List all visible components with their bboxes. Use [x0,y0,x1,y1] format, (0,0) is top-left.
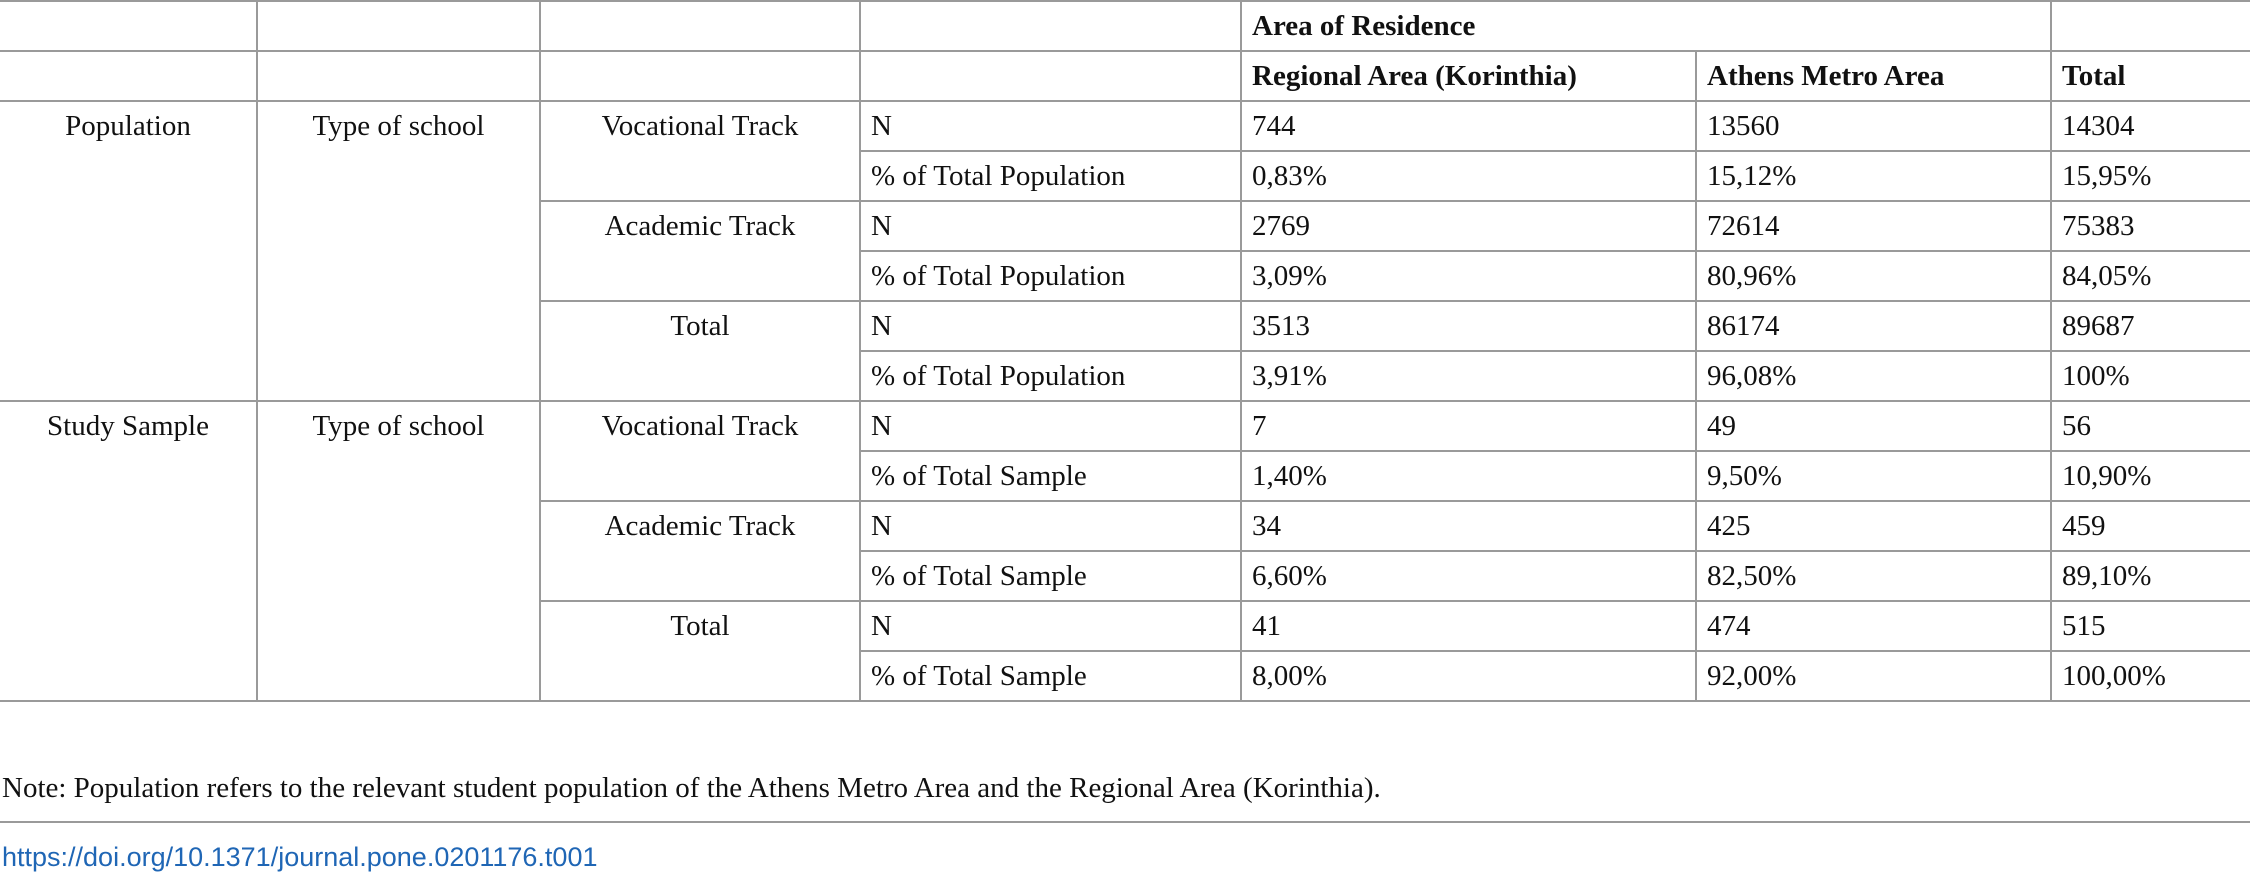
cell-total: 100% [2051,351,2250,401]
cell-athens: 82,50% [1696,551,2051,601]
section-subtitle: Type of school [257,101,540,401]
stat-label: % of Total Population [860,251,1241,301]
cell-regional: 744 [1241,101,1696,151]
header-empty-cell [860,51,1241,101]
cell-total: 75383 [2051,201,2250,251]
cell-regional: 3,91% [1241,351,1696,401]
stat-label: % of Total Sample [860,551,1241,601]
cell-total: 15,95% [2051,151,2250,201]
cell-athens: 15,12% [1696,151,2051,201]
cell-regional: 2769 [1241,201,1696,251]
stat-label: N [860,401,1241,451]
section-subtitle: Type of school [257,401,540,701]
cell-total: 56 [2051,401,2250,451]
header-empty-cell [0,1,257,51]
group-label: Vocational Track [540,401,860,501]
cell-athens: 86174 [1696,301,2051,351]
cell-athens: 96,08% [1696,351,2051,401]
header-empty-cell [0,51,257,101]
header-empty-cell [540,51,860,101]
stat-label: N [860,301,1241,351]
cell-total: 10,90% [2051,451,2250,501]
header-row-columns [0,51,2250,101]
column-header-total: Total [2051,51,2250,101]
doi-link[interactable]: https://doi.org/10.1371/journal.pone.0201176.t001 [2,842,598,872]
cell-regional: 41 [1241,601,1696,651]
stat-label: N [860,601,1241,651]
header-empty-cell [257,51,540,101]
cell-athens: 72614 [1696,201,2051,251]
cell-athens: 80,96% [1696,251,2051,301]
stat-label: N [860,101,1241,151]
column-header-athens: Athens Metro Area [1696,51,2051,101]
cell-athens: 13560 [1696,101,2051,151]
cell-athens: 49 [1696,401,2051,451]
table-body [0,1,2250,701]
cell-total: 84,05% [2051,251,2250,301]
cell-total: 515 [2051,601,2250,651]
header-empty-cell [257,1,540,51]
stat-label: N [860,201,1241,251]
header-empty-cell [2051,1,2250,51]
header-empty-cell [540,1,860,51]
stat-label: % of Total Population [860,351,1241,401]
stat-label: % of Total Population [860,151,1241,201]
cell-total: 89687 [2051,301,2250,351]
cell-athens: 92,00% [1696,651,2051,701]
cell-regional: 3513 [1241,301,1696,351]
cell-regional: 34 [1241,501,1696,551]
header-area-of-residence: Area of Residence [1241,1,2051,51]
cell-regional: 3,09% [1241,251,1696,301]
cell-total: 14304 [2051,101,2250,151]
cell-regional: 6,60% [1241,551,1696,601]
header-empty-cell [860,1,1241,51]
header-row-group [0,1,2250,51]
cell-total: 89,10% [2051,551,2250,601]
cell-athens: 425 [1696,501,2051,551]
group-label: Academic Track [540,501,860,601]
table-note: Note: Population refers to the relevant student population of the Athens Metro Area and the Regional Area (Korinthia). [2,772,1381,804]
group-label: Vocational Track [540,101,860,201]
group-label: Total [540,601,860,701]
group-label: Total [540,301,860,401]
cell-regional: 0,83% [1241,151,1696,201]
table-row [0,101,2250,151]
cell-total: 100,00% [2051,651,2250,701]
section-label: Study Sample [0,401,257,701]
cell-total: 459 [2051,501,2250,551]
cell-regional: 7 [1241,401,1696,451]
stat-label: % of Total Sample [860,451,1241,501]
section-label: Population [0,101,257,401]
stat-label: N [860,501,1241,551]
group-label: Academic Track [540,201,860,301]
stat-label: % of Total Sample [860,651,1241,701]
column-header-regional: Regional Area (Korinthia) [1241,51,1696,101]
cell-regional: 8,00% [1241,651,1696,701]
cell-athens: 9,50% [1696,451,2051,501]
footer-divider [0,821,2250,823]
cell-athens: 474 [1696,601,2051,651]
table-row [0,401,2250,451]
cell-regional: 1,40% [1241,451,1696,501]
